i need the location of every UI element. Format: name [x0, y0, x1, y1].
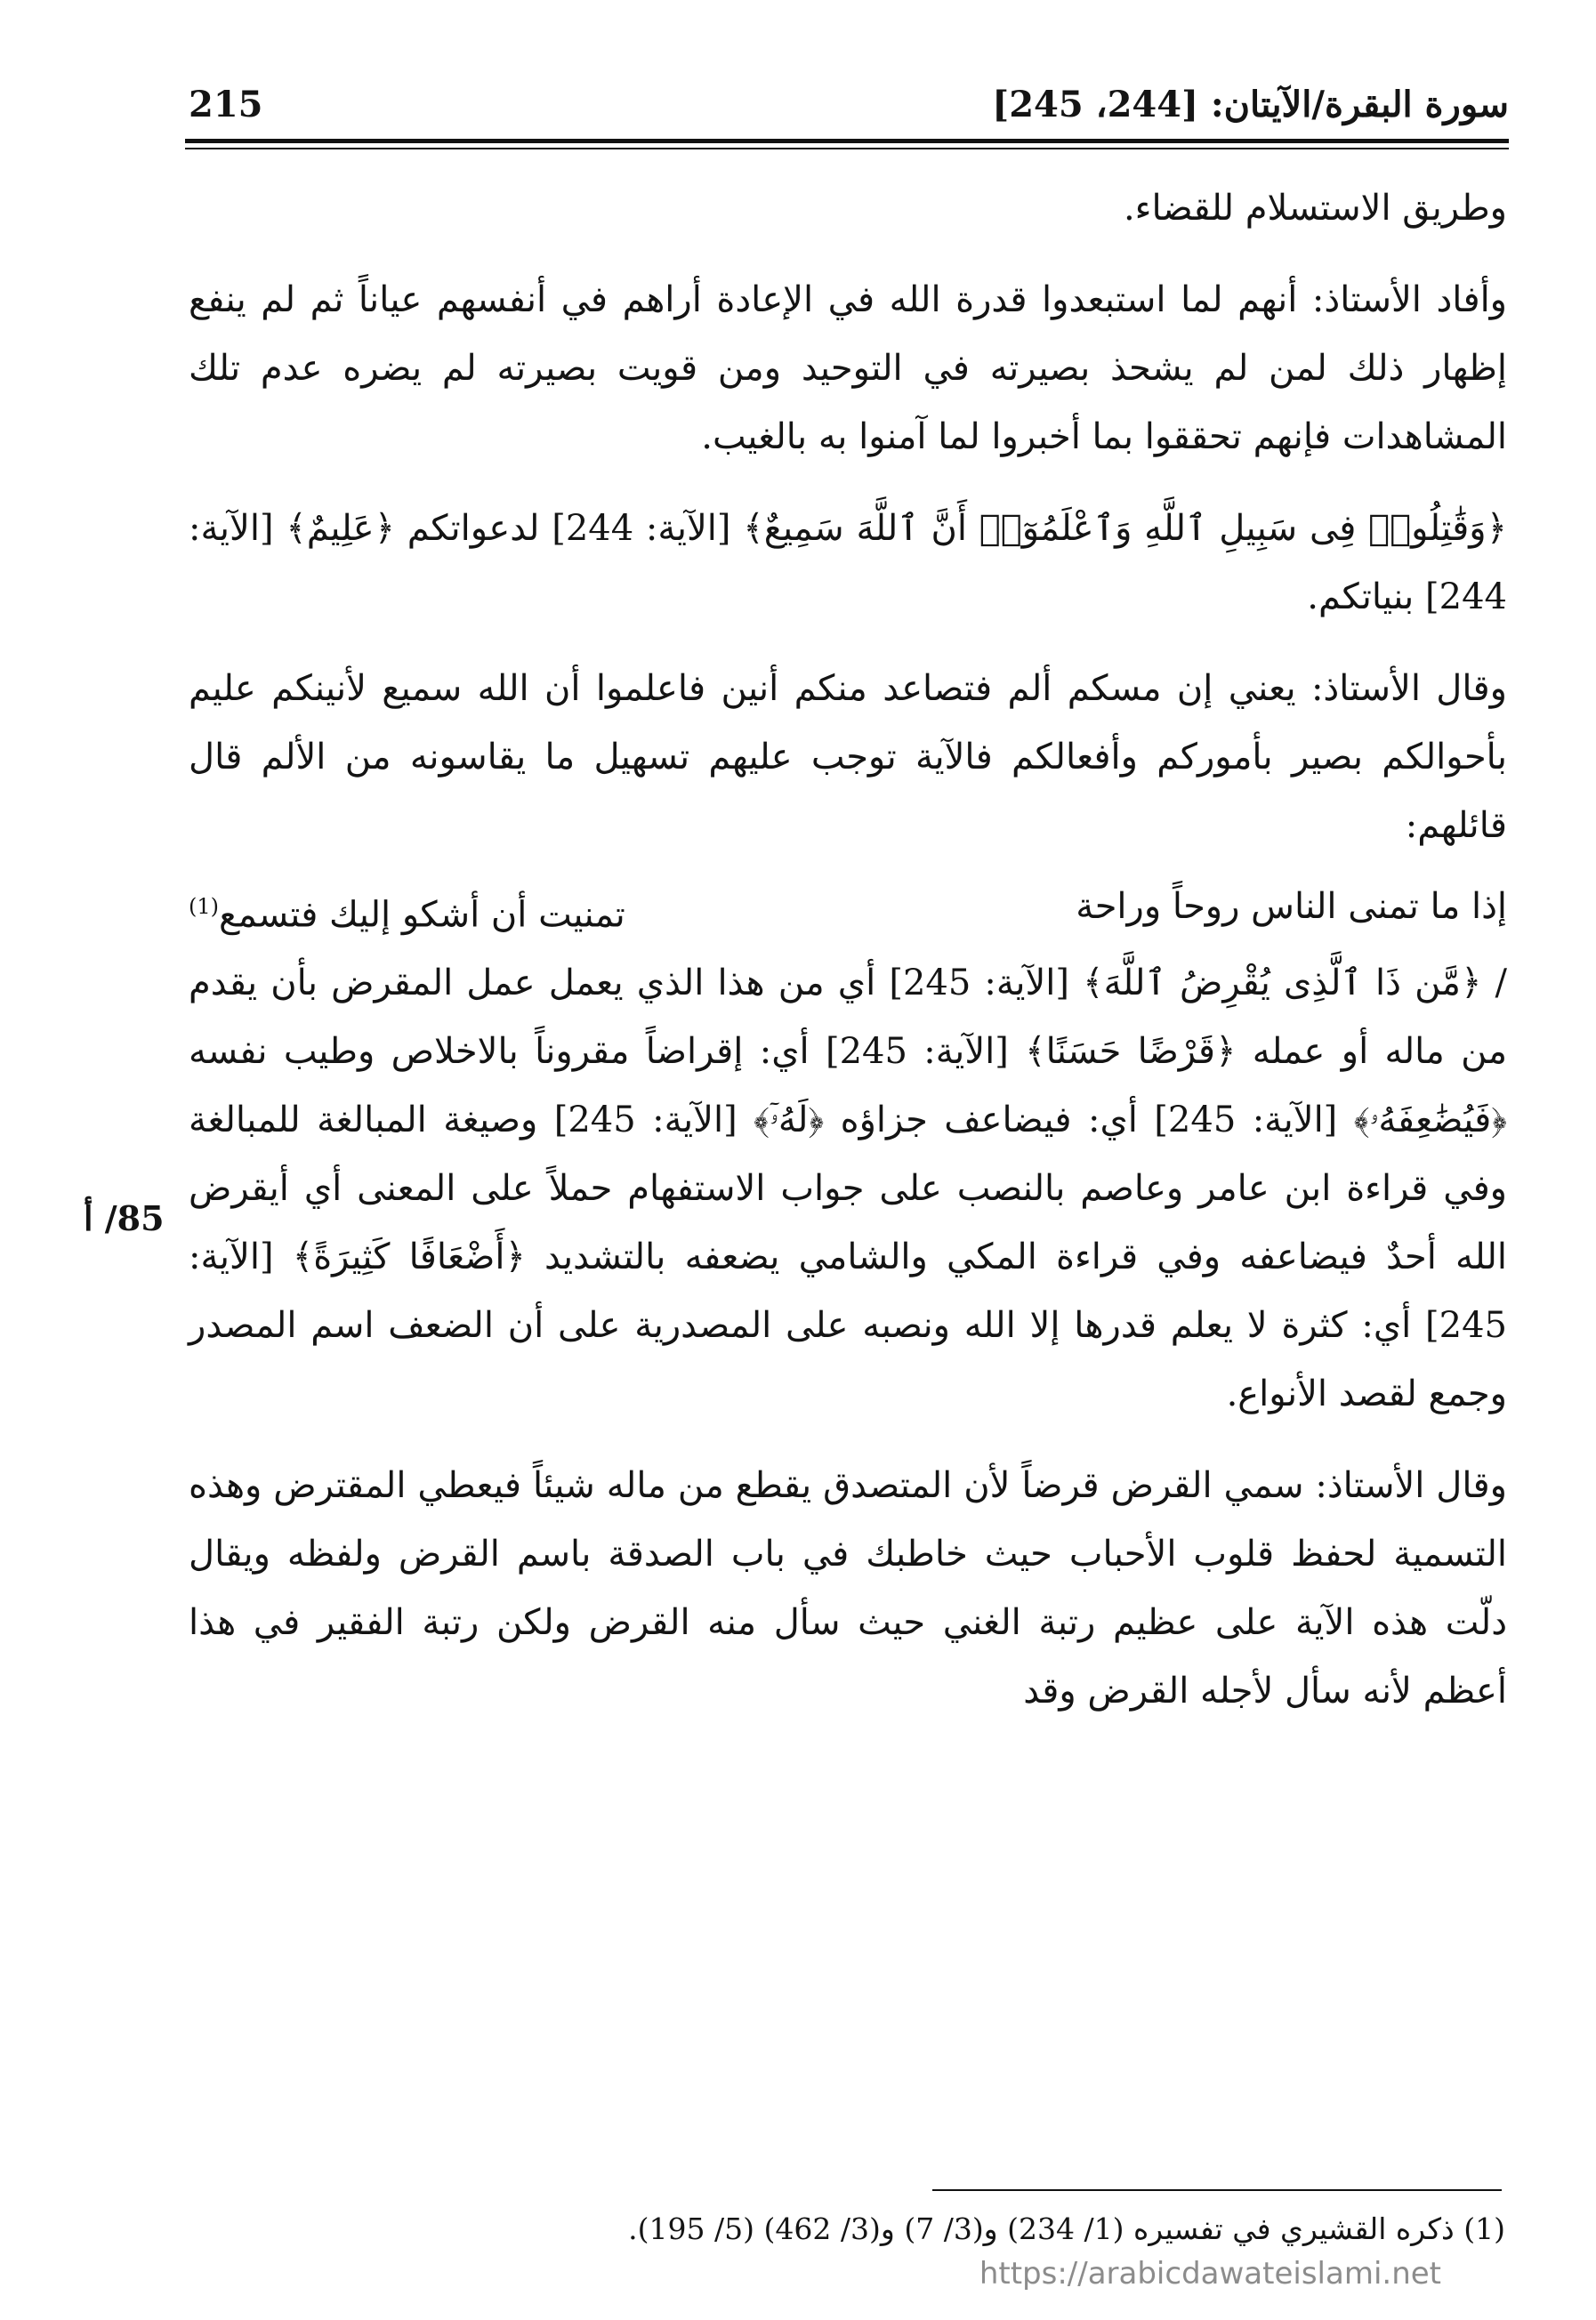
poetry-first-hemistich: إذا ما تمنى الناس روحاً وراحة	[1076, 886, 1507, 927]
header-rule	[185, 139, 1509, 143]
paragraph-1: وطريق الاستسلام للقضاء.	[1123, 188, 1507, 229]
header-rule-thin	[185, 148, 1509, 149]
paragraph-5-verse-245: / ﴿مَّن ذَا ٱلَّذِى يُقْرِضُ ٱللَّهَ﴾ [الآية: 245] أي من هذا الذي يعمل عمل المقرض بأن يقدم من ماله أو عمله ﴿قَرْضًا حَسَنًا﴾ [الآية: 245] أي: إقراضاً مقروناً بالاخلاص وطيب نفسه ﴿فَيُضَٰعِفَهُۥ﴾ [الآية: 245] أي: فيضاعف جزاؤه ﴿لَهُۥٓ﴾ [الآية: 245] وصيغة المبالغة للمبالغة وفي قراءة ابن عامر وعاصم بالنصب على جواب الاستفهام حملاً على المعنى أي أيقرض الله أحدٌ فيضاعفه وفي قراءة المكي والشامي يضعفه بالتشديد ﴿أَضْعَافًا كَثِيرَةً﴾ [الآية: 245] أي: كثرة لا يعلم قدرها إلا الله ونصبه على المصدرية على أن الضعف اسم المصدر وجمع لقصد الأنواع.	[189, 963, 1508, 1415]
margin-folio-note: 85/ أ	[84, 1198, 165, 1238]
paragraph-4: وقال الأستاذ: يعني إن مسكم ألم فتصاعد منكم أنين فاعلموا أن الله سميع لأنينكم عليم بأحوالكم بصير بأموركم وأفعالكم فالآية توجب عليهم تسهيل ما يقاسونه من الألم قال قائلهم:	[189, 668, 1507, 846]
watermark-url: https://arabicdawateislami.net	[979, 2256, 1441, 2292]
paragraph-6: وقال الأستاذ: سمي القرض قرضاً لأن المتصدق يقطع من ماله شيئاً فيعطي المقترض وهذه التسمية لحفظ قلوب الأحباب حيث خاطبك في باب الصدقة باسم القرض ولفظه ويقال دلّت هذه الآية على عظيم رتبة الغني حيث سأل منه القرض ولكن رتبة الفقير في هذا أعظم لأنه سأل لأجله القرض وقد	[189, 1465, 1508, 1712]
footnote-marker: (1)	[189, 894, 220, 919]
footnote: (1) ذكره القشيري في تفسيره (1/ 234) و(3/ 7) و(3/ 462) (5/ 195).	[628, 2211, 1505, 2246]
body-text	[189, 174, 1507, 1726]
page-number: 215	[189, 84, 263, 125]
paragraph-2: وأفاد الأستاذ: أنهم لما استبعدوا قدرة الله في الإعادة أراهم في أنفسهم عياناً ثم لم ينفع إظهار ذلك لمن لم يشحذ بصيرته في التوحيد ومن قويت بصيرته لم يضره عدم تلك المشاهدات فإنهم تحققوا بما أخبروا لما آمنوا به بالغيب.	[189, 279, 1508, 457]
poetry-line	[189, 873, 1507, 949]
footnote-rule	[932, 2189, 1502, 2191]
paragraph-3-verse-commentary: ﴿وَقَٰتِلُوا۟ فِى سَبِيلِ ٱللَّهِ وَٱعْلَمُوٓا۟ أَنَّ ٱللَّهَ سَمِيعٌ﴾ [الآية: 244] لدعواتكم ﴿عَلِيمٌ﴾ [الآية: 244] بنياتكم.	[189, 508, 1508, 617]
page-header	[185, 78, 1509, 133]
poetry-second-hemistich: تمنيت أن أشكو إليك فتسمع$^{(1)}$	[189, 894, 625, 936]
chapter-title: سورة البقرة/الآيتان: [244، 245]	[992, 84, 1509, 125]
